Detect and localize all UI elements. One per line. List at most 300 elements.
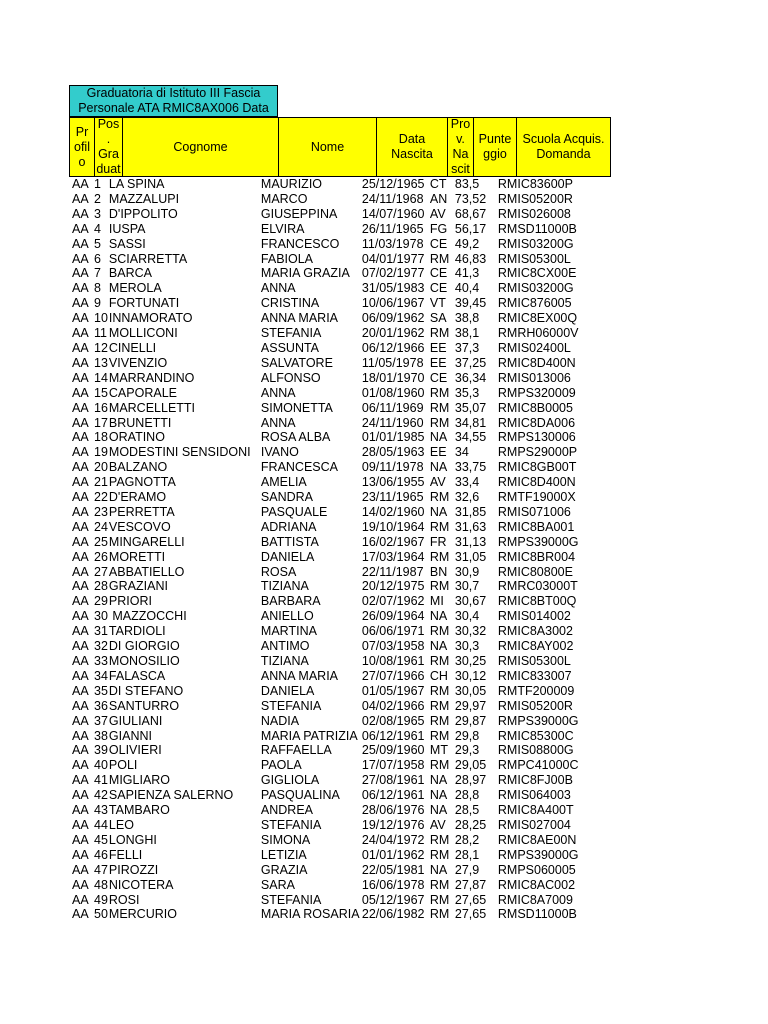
cell-scuola: RMIS071006 bbox=[497, 504, 571, 519]
cell-posizione: 20 bbox=[94, 460, 108, 475]
cell-profilo: AA bbox=[72, 832, 89, 847]
cell-profilo-posizione bbox=[0, 386, 108, 401]
cell-scuola: RMIC8D400N bbox=[497, 355, 576, 370]
cell-nome: TIZIANA bbox=[260, 579, 309, 594]
cell-profilo-posizione bbox=[0, 833, 108, 848]
cell-posizione: 6 bbox=[94, 251, 101, 266]
cell-data-nascita: 20/12/1975 bbox=[361, 579, 425, 594]
cell-cognome: IUSPA bbox=[108, 221, 146, 236]
cell-provincia: RM bbox=[429, 490, 450, 505]
cell-scuola: RMIC8A7009 bbox=[497, 892, 573, 907]
cell-posizione: 17 bbox=[94, 415, 108, 430]
header-profilo-line: o bbox=[78, 154, 86, 169]
cell-data-nascita: 01/08/1960 bbox=[361, 385, 425, 400]
cell-profilo: AA bbox=[72, 326, 89, 341]
cell-provincia: NA bbox=[429, 609, 448, 624]
cell-data-nascita: 11/05/1978 bbox=[361, 355, 424, 370]
header-profilo-line: ofil bbox=[74, 139, 90, 154]
cell-punteggio: 29,8 bbox=[454, 728, 480, 743]
cell-cognome: MAZZALUPI bbox=[108, 191, 180, 206]
cell-nome: FRANCESCA bbox=[260, 460, 338, 475]
table-row bbox=[0, 490, 598, 505]
cell-profilo-posizione bbox=[0, 490, 108, 505]
cell-profilo: AA bbox=[72, 415, 89, 430]
cell-cognome: TARDIOLI bbox=[108, 624, 166, 639]
title-line-2: Personale ATA RMIC8AX006 Data bbox=[78, 101, 269, 115]
cell-data-nascita: 01/01/1962 bbox=[361, 847, 425, 862]
cell-profilo: AA bbox=[72, 788, 89, 803]
cell-cognome: MEROLA bbox=[108, 281, 162, 296]
cell-profilo: AA bbox=[72, 609, 89, 624]
table-row bbox=[0, 624, 598, 639]
cell-data-nascita: 19/12/1976 bbox=[361, 817, 425, 832]
table-row bbox=[0, 773, 598, 788]
cell-profilo: AA bbox=[72, 251, 89, 266]
cell-posizione: 23 bbox=[94, 504, 108, 519]
cell-nome: GIGLIOLA bbox=[260, 773, 320, 788]
cell-provincia: EE bbox=[429, 355, 447, 370]
cell-data-nascita: 10/06/1967 bbox=[361, 296, 425, 311]
cell-posizione: 36 bbox=[94, 698, 108, 713]
cell-scuola: RMIS014002 bbox=[497, 609, 571, 624]
cell-data-nascita: 17/03/1964 bbox=[361, 549, 425, 564]
header-punteggio-line: ggio bbox=[483, 147, 507, 161]
cell-posizione: 46 bbox=[94, 847, 108, 862]
cell-profilo: AA bbox=[72, 743, 89, 758]
cell-profilo: AA bbox=[72, 385, 89, 400]
cell-cognome: MORETTI bbox=[108, 549, 166, 564]
cell-profilo: AA bbox=[72, 430, 89, 445]
cell-punteggio: 30,7 bbox=[454, 579, 480, 594]
cell-profilo: AA bbox=[72, 445, 89, 460]
table-row bbox=[0, 416, 598, 431]
cell-cognome: LEO bbox=[108, 817, 134, 832]
cell-punteggio: 27,65 bbox=[454, 892, 487, 907]
cell-cognome: FELLI bbox=[108, 847, 143, 862]
cell-posizione: 22 bbox=[94, 490, 108, 505]
cell-posizione: 13 bbox=[94, 355, 108, 370]
cell-profilo: AA bbox=[72, 728, 89, 743]
cell-punteggio: 28,1 bbox=[454, 847, 480, 862]
cell-scuola: RMIS03200G bbox=[497, 281, 574, 296]
cell-profilo: AA bbox=[72, 475, 89, 490]
cell-cognome: ROSI bbox=[108, 892, 140, 907]
cell-nome: SIMONA bbox=[260, 832, 311, 847]
cell-provincia: NA bbox=[429, 788, 448, 803]
cell-profilo: AA bbox=[72, 266, 89, 281]
cell-scuola: RMIS03200G bbox=[497, 236, 574, 251]
table-row bbox=[0, 863, 598, 878]
cell-cognome: MIGLIARO bbox=[108, 773, 171, 788]
cell-cognome: MOLLICONI bbox=[108, 326, 178, 341]
cell-punteggio: 27,9 bbox=[454, 862, 480, 877]
cell-posizione: 27 bbox=[94, 564, 108, 579]
table-row bbox=[0, 177, 598, 192]
cell-punteggio: 37,3 bbox=[454, 340, 480, 355]
cell-data-nascita: 22/05/1981 bbox=[361, 862, 425, 877]
ranking-table bbox=[0, 177, 598, 922]
cell-posizione: 35 bbox=[94, 683, 108, 698]
document-title bbox=[69, 85, 278, 117]
cell-profilo: AA bbox=[72, 400, 89, 415]
cell-posizione: 44 bbox=[94, 817, 108, 832]
cell-profilo-posizione bbox=[0, 475, 108, 490]
cell-punteggio: 31,63 bbox=[454, 519, 487, 534]
cell-posizione: 33 bbox=[94, 654, 108, 668]
cell-profilo-posizione bbox=[0, 266, 108, 281]
cell-scuola: RMPS130006 bbox=[497, 430, 576, 445]
cell-scuola: RMTF200009 bbox=[497, 683, 575, 698]
cell-provincia: NA bbox=[429, 460, 448, 475]
table-row bbox=[0, 893, 598, 908]
cell-data-nascita: 04/02/1966 bbox=[361, 698, 425, 713]
cell-scuola: RMSD11000B bbox=[497, 907, 577, 922]
ranking-table-body bbox=[0, 177, 598, 922]
cell-nome: ASSUNTA bbox=[260, 340, 320, 355]
cell-provincia: RM bbox=[429, 326, 450, 341]
cell-nome: SALVATORE bbox=[260, 355, 333, 370]
cell-cognome: TAMBARO bbox=[108, 803, 170, 818]
cell-provincia: AV bbox=[429, 206, 446, 221]
header-nome bbox=[278, 117, 377, 177]
header-scuola-line: Scuola Acquis. bbox=[522, 132, 605, 146]
header-posizione bbox=[94, 117, 123, 177]
cell-profilo-posizione bbox=[0, 207, 108, 222]
cell-profilo: AA bbox=[72, 460, 89, 475]
cell-nome: GIUSEPPINA bbox=[260, 206, 338, 221]
cell-cognome: NICOTERA bbox=[108, 877, 174, 892]
cell-provincia: EE bbox=[429, 445, 447, 460]
cell-punteggio: 49,2 bbox=[454, 236, 480, 251]
cell-scuola: RMRH06000V bbox=[497, 326, 579, 341]
cell-punteggio: 41,3 bbox=[454, 266, 480, 281]
cell-scuola: RMPS39000G bbox=[497, 847, 579, 862]
cell-nome: ANNA bbox=[260, 415, 296, 430]
cell-provincia: AN bbox=[429, 191, 448, 206]
cell-scuola: RMIS026008 bbox=[497, 206, 571, 221]
cell-data-nascita: 09/11/1978 bbox=[361, 460, 424, 475]
header-provincia bbox=[447, 117, 474, 177]
cell-cognome: SCIARRETTA bbox=[108, 251, 188, 266]
cell-profilo: AA bbox=[72, 639, 89, 654]
cell-data-nascita: 16/02/1967 bbox=[361, 534, 425, 549]
cell-provincia: RM bbox=[429, 519, 450, 534]
cell-nome: STEFANIA bbox=[260, 892, 322, 907]
cell-profilo-posizione bbox=[0, 654, 108, 669]
cell-posizione: 12 bbox=[94, 340, 108, 355]
cell-profilo: AA bbox=[72, 221, 89, 236]
cell-punteggio: 40,4 bbox=[454, 281, 480, 296]
header-posizione-line: . bbox=[106, 132, 111, 146]
cell-profilo-posizione bbox=[0, 356, 108, 371]
cell-data-nascita: 13/06/1955 bbox=[361, 475, 425, 490]
cell-scuola: RMIC833007 bbox=[497, 668, 572, 683]
cell-profilo: AA bbox=[72, 847, 89, 862]
cell-cognome: VESCOVO bbox=[108, 519, 171, 534]
cell-cognome: MONOSILIO bbox=[108, 654, 180, 668]
cell-profilo: AA bbox=[72, 206, 89, 221]
cell-provincia: RM bbox=[429, 698, 450, 713]
table-row bbox=[0, 669, 598, 684]
table-row bbox=[0, 758, 598, 773]
cell-nome: AMELIA bbox=[260, 475, 307, 490]
cell-scuola: RMIS05300L bbox=[497, 654, 571, 668]
table-row bbox=[0, 594, 598, 609]
cell-provincia: RM bbox=[429, 892, 450, 907]
cell-cognome: GIANNI bbox=[108, 728, 152, 743]
cell-punteggio: 37,25 bbox=[454, 355, 487, 370]
cell-data-nascita: 01/01/1985 bbox=[361, 430, 425, 445]
table-row bbox=[0, 684, 598, 699]
cell-profilo: AA bbox=[72, 236, 89, 251]
cell-posizione: 39 bbox=[94, 743, 108, 758]
cell-cognome: MARRANDINO bbox=[108, 370, 195, 385]
cell-punteggio: 31,13 bbox=[454, 534, 487, 549]
cell-posizione: 14 bbox=[94, 370, 108, 385]
cell-posizione: 26 bbox=[94, 549, 108, 564]
cell-posizione: 31 bbox=[94, 624, 108, 639]
cell-scuola: RMIC80800E bbox=[497, 564, 573, 579]
table-row bbox=[0, 714, 598, 729]
cell-profilo-posizione bbox=[0, 460, 108, 475]
table-row bbox=[0, 371, 598, 386]
cell-profilo: AA bbox=[72, 504, 89, 519]
cell-nome: ANDREA bbox=[260, 803, 313, 818]
table-row bbox=[0, 550, 598, 565]
cell-profilo: AA bbox=[72, 758, 89, 773]
cell-provincia: RM bbox=[429, 832, 450, 847]
cell-profilo-posizione bbox=[0, 878, 108, 893]
cell-provincia: CE bbox=[429, 236, 448, 251]
cell-posizione: 11 bbox=[94, 326, 107, 341]
cell-profilo: AA bbox=[72, 654, 89, 668]
cell-posizione: 30 bbox=[94, 609, 108, 624]
cell-profilo: AA bbox=[72, 773, 89, 788]
table-row bbox=[0, 520, 598, 535]
cell-scuola: RMIC83600P bbox=[497, 177, 573, 191]
cell-profilo-posizione bbox=[0, 326, 108, 341]
cell-posizione: 49 bbox=[94, 892, 108, 907]
cell-scuola: RMPS39000G bbox=[497, 534, 579, 549]
cell-posizione: 21 bbox=[94, 475, 108, 490]
cell-profilo: AA bbox=[72, 668, 89, 683]
cell-posizione: 37 bbox=[94, 713, 108, 728]
cell-punteggio: 38,1 bbox=[454, 326, 480, 341]
cell-provincia: BN bbox=[429, 564, 448, 579]
cell-cognome: D'ERAMO bbox=[108, 490, 167, 505]
cell-profilo: AA bbox=[72, 177, 89, 191]
table-row bbox=[0, 281, 598, 296]
table-row bbox=[0, 565, 598, 580]
cell-cognome: MODESTINI SENSIDONI bbox=[108, 445, 251, 460]
cell-profilo-posizione bbox=[0, 341, 108, 356]
table-row bbox=[0, 803, 598, 818]
cell-scuola: RMIC8EX00Q bbox=[497, 311, 578, 326]
cell-posizione: 16 bbox=[94, 400, 108, 415]
cell-provincia: RM bbox=[429, 713, 450, 728]
cell-scuola: RMIC8GB00T bbox=[497, 460, 577, 475]
header-cognome bbox=[122, 117, 279, 177]
cell-profilo-posizione bbox=[0, 818, 108, 833]
cell-posizione: 45 bbox=[94, 832, 108, 847]
cell-data-nascita: 06/12/1961 bbox=[361, 728, 425, 743]
cell-scuola: RMIC8A400T bbox=[497, 803, 574, 818]
cell-profilo-posizione bbox=[0, 401, 108, 416]
cell-profilo: AA bbox=[72, 311, 89, 326]
cell-profilo-posizione bbox=[0, 684, 108, 699]
cell-profilo: AA bbox=[72, 624, 89, 639]
cell-profilo: AA bbox=[72, 549, 89, 564]
cell-nome: RAFFAELLA bbox=[260, 743, 332, 758]
cell-profilo-posizione bbox=[0, 445, 108, 460]
cell-profilo-posizione bbox=[0, 848, 108, 863]
header-cognome-label: Cognome bbox=[173, 139, 228, 154]
cell-punteggio: 29,97 bbox=[454, 698, 487, 713]
cell-punteggio: 28,8 bbox=[454, 788, 480, 803]
header-data-line: Nascita bbox=[391, 147, 433, 161]
header-posizione-line: Pos bbox=[97, 117, 120, 131]
cell-nome: SARA bbox=[260, 877, 295, 892]
cell-nome: PAOLA bbox=[260, 758, 302, 773]
cell-punteggio: 35,3 bbox=[454, 385, 480, 400]
cell-profilo: AA bbox=[72, 296, 89, 311]
cell-scuola: RMIC8FJ00B bbox=[497, 773, 573, 788]
cell-scuola: RMIC8DA006 bbox=[497, 415, 576, 430]
cell-nome: DANIELA bbox=[260, 683, 315, 698]
cell-posizione: 50 bbox=[94, 907, 108, 922]
cell-scuola: RMIC8AY002 bbox=[497, 639, 574, 654]
cell-data-nascita: 06/12/1961 bbox=[361, 788, 425, 803]
table-row bbox=[0, 848, 598, 863]
cell-data-nascita: 28/06/1976 bbox=[361, 803, 425, 818]
cell-scuola: RMIC8A3002 bbox=[497, 624, 573, 639]
cell-punteggio: 28,2 bbox=[454, 832, 480, 847]
cell-nome: PASQUALINA bbox=[260, 788, 340, 803]
cell-profilo-posizione bbox=[0, 669, 108, 684]
cell-provincia: RM bbox=[429, 728, 450, 743]
cell-cognome: BALZANO bbox=[108, 460, 168, 475]
cell-punteggio: 27,87 bbox=[454, 877, 487, 892]
cell-provincia: EE bbox=[429, 340, 447, 355]
cell-scuola: RMRC03000T bbox=[497, 579, 578, 594]
cell-provincia: CE bbox=[429, 266, 448, 281]
cell-profilo-posizione bbox=[0, 565, 108, 580]
cell-profilo: AA bbox=[72, 907, 89, 922]
cell-provincia: NA bbox=[429, 504, 448, 519]
cell-provincia: RM bbox=[429, 385, 450, 400]
cell-profilo-posizione bbox=[0, 743, 108, 758]
cell-cognome: PERRETTA bbox=[108, 504, 175, 519]
cell-punteggio: 38,8 bbox=[454, 311, 480, 326]
cell-punteggio: 29,87 bbox=[454, 713, 487, 728]
cell-punteggio: 30,9 bbox=[454, 564, 480, 579]
header-posizione-line: Gra bbox=[98, 147, 119, 161]
cell-nome: STEFANIA bbox=[260, 698, 322, 713]
table-row bbox=[0, 878, 598, 893]
cell-cognome: CINELLI bbox=[108, 340, 157, 355]
cell-punteggio: 32,6 bbox=[454, 490, 480, 505]
cell-nome: ANNA MARIA bbox=[260, 311, 339, 326]
cell-nome: MARCO bbox=[260, 191, 308, 206]
cell-posizione: 4 bbox=[94, 221, 101, 236]
cell-posizione: 32 bbox=[94, 639, 108, 654]
cell-scuola: RMIC8BA001 bbox=[497, 519, 575, 534]
cell-profilo-posizione bbox=[0, 714, 108, 729]
cell-provincia: VT bbox=[429, 296, 446, 311]
cell-profilo-posizione bbox=[0, 535, 108, 550]
cell-profilo: AA bbox=[72, 579, 89, 594]
table-row bbox=[0, 252, 598, 267]
cell-provincia: RM bbox=[429, 758, 450, 773]
cell-scuola: RMIC8CX00E bbox=[497, 266, 577, 281]
cell-profilo-posizione bbox=[0, 609, 108, 624]
cell-nome: ROSA bbox=[260, 564, 297, 579]
cell-posizione: 18 bbox=[94, 430, 108, 445]
cell-profilo: AA bbox=[72, 803, 89, 818]
cell-profilo-posizione bbox=[0, 296, 108, 311]
cell-profilo-posizione bbox=[0, 639, 108, 654]
cell-nome: MARIA ROSARIA bbox=[260, 907, 360, 922]
table-row bbox=[0, 654, 598, 669]
cell-cognome: CAPORALE bbox=[108, 385, 177, 400]
header-nome-label: Nome bbox=[310, 139, 345, 154]
table-row bbox=[0, 699, 598, 714]
table-row bbox=[0, 609, 598, 624]
cell-profilo: AA bbox=[72, 594, 89, 609]
cell-profilo: AA bbox=[72, 877, 89, 892]
cell-nome: BATTISTA bbox=[260, 534, 319, 549]
cell-provincia: CE bbox=[429, 370, 448, 385]
cell-data-nascita: 14/02/1960 bbox=[361, 504, 425, 519]
cell-nome: IVANO bbox=[260, 445, 299, 460]
table-row bbox=[0, 833, 598, 848]
cell-profilo: AA bbox=[72, 862, 89, 877]
cell-data-nascita: 02/08/1965 bbox=[361, 713, 425, 728]
table-row bbox=[0, 430, 598, 445]
table-row bbox=[0, 445, 598, 460]
cell-data-nascita: 06/11/1969 bbox=[361, 400, 424, 415]
cell-punteggio: 34,81 bbox=[454, 415, 487, 430]
cell-scuola: RMIS027004 bbox=[497, 817, 571, 832]
cell-punteggio: 46,83 bbox=[454, 251, 487, 266]
table-row bbox=[0, 222, 598, 237]
cell-profilo: AA bbox=[72, 370, 89, 385]
cell-profilo-posizione bbox=[0, 371, 108, 386]
table-row bbox=[0, 729, 598, 744]
cell-data-nascita: 11/03/1978 bbox=[361, 236, 424, 251]
table-row bbox=[0, 788, 598, 803]
cell-cognome: LA SPINA bbox=[108, 177, 165, 191]
cell-provincia: NA bbox=[429, 773, 448, 788]
cell-posizione: 40 bbox=[94, 758, 108, 773]
cell-cognome: OLIVIERI bbox=[108, 743, 162, 758]
cell-profilo-posizione bbox=[0, 788, 108, 803]
table-row bbox=[0, 266, 598, 281]
cell-data-nascita: 05/12/1967 bbox=[361, 892, 425, 907]
cell-scuola: RMIS05200R bbox=[497, 698, 573, 713]
cell-data-nascita: 25/12/1965 bbox=[361, 177, 425, 191]
cell-provincia: RM bbox=[429, 415, 450, 430]
cell-provincia: AV bbox=[429, 817, 446, 832]
cell-profilo-posizione bbox=[0, 177, 108, 192]
cell-data-nascita: 20/01/1962 bbox=[361, 326, 425, 341]
cell-punteggio: 56,17 bbox=[454, 221, 487, 236]
table-row bbox=[0, 356, 598, 371]
cell-posizione: 43 bbox=[94, 803, 108, 818]
cell-scuola: RMIC876005 bbox=[497, 296, 572, 311]
cell-profilo: AA bbox=[72, 892, 89, 907]
cell-provincia: FR bbox=[429, 534, 447, 549]
